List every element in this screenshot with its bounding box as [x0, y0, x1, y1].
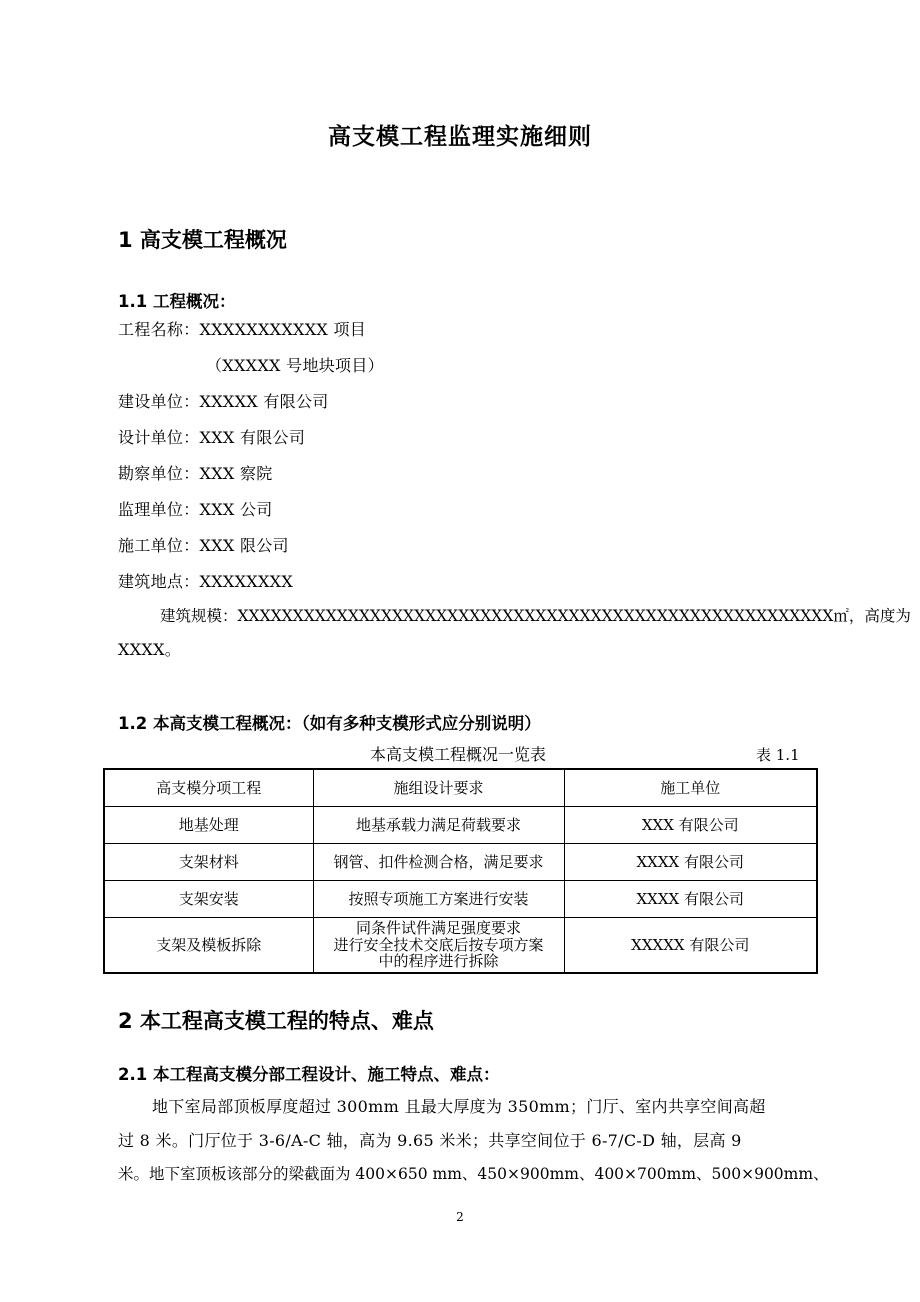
cell-requirement: 地基承载力满足荷载要求: [313, 807, 564, 844]
table-row: [104, 881, 817, 918]
supervisor-line: 监理单位：XXX 公司: [118, 500, 273, 519]
cell-item: 支架材料: [104, 844, 313, 881]
contractor-line: 施工单位：XXX 限公司: [118, 536, 289, 555]
section-1-heading: 1 高支模工程概况: [118, 228, 287, 252]
table-row: [104, 918, 817, 974]
document-title: 高支模工程监理实施细则: [328, 124, 592, 150]
paragraph-line-2: 过 8 米。门厅位于 3-6/A-C 轴，高为 9.65 米米；共享空间位于 6-7/C-D 轴，层高 9: [118, 1131, 742, 1150]
requirement-line: 中的程序进行拆除: [378, 952, 499, 971]
cell-unit: XXXXX 有限公司: [564, 918, 817, 974]
paragraph-line-3: 米。地下室顶板该部分的梁截面为 400×650 mm、450×900mm、400×700mm、500×900mm、: [118, 1165, 829, 1183]
project-name-line: 工程名称：XXXXXXXXXXX 项目: [118, 320, 367, 339]
cell-item: 支架安装: [104, 881, 313, 918]
scale-line-2: XXXX。: [118, 640, 182, 659]
requirement-line: 进行安全技术交底后按专项方案: [333, 935, 544, 954]
location-line: 建筑地点：XXXXXXXX: [118, 572, 294, 591]
section-1-2-heading: 1.2 本高支模工程概况：（如有多种支模形式应分别说明）: [118, 714, 541, 733]
cell-requirement: [313, 918, 564, 974]
table-row: [104, 807, 817, 844]
surveyor-line: 勘察单位：XXX 察院: [118, 464, 273, 483]
scale-line-1: 建筑规模：XXXXXXXXXXXXXXXXXXXXXXXXXXXXXXXXXXXXXXXXXXXXXXXXXXXXXX㎡，高度为: [160, 607, 911, 625]
section-1-1-heading: 1.1 工程概况：: [118, 292, 236, 311]
table-row: [104, 844, 817, 881]
cell-item: 支架及模板拆除: [104, 918, 313, 974]
page-number: 2: [456, 1210, 464, 1224]
table-number: 表 1.1: [756, 746, 800, 764]
cell-unit: XXX 有限公司: [564, 807, 817, 844]
cell-requirement: 钢管、扣件检测合格，满足要求: [313, 844, 564, 881]
cell-unit: XXXX 有限公司: [564, 844, 817, 881]
project-subname-line: （XXXXX 号地块项目）: [206, 356, 384, 375]
table-caption: 本高支模工程概况一览表: [370, 745, 547, 764]
designer-line: 设计单位：XXX 有限公司: [118, 428, 306, 447]
table-header-row: [104, 769, 817, 807]
owner-line: 建设单位：XXXXX 有限公司: [118, 392, 329, 411]
paragraph-line-1: 地下室局部顶板厚度超过 300mm 且最大厚度为 350mm；门厅、室内共享空间高超: [152, 1097, 766, 1116]
header-unit: 施工单位: [564, 769, 817, 807]
overview-table: [103, 768, 818, 974]
cell-unit: XXXX 有限公司: [564, 881, 817, 918]
requirement-line: 同条件试件满足强度要求: [355, 919, 521, 938]
section-2-1-heading: 2.1 本工程高支模分部工程设计、施工特点、难点：: [118, 1065, 500, 1084]
header-requirement: 施组设计要求: [313, 769, 564, 807]
cell-item: 地基处理: [104, 807, 313, 844]
header-item: 高支模分项工程: [104, 769, 313, 807]
cell-requirement: 按照专项施工方案进行安装: [313, 881, 564, 918]
section-2-heading: 2 本工程高支模工程的特点、难点: [118, 1009, 434, 1033]
